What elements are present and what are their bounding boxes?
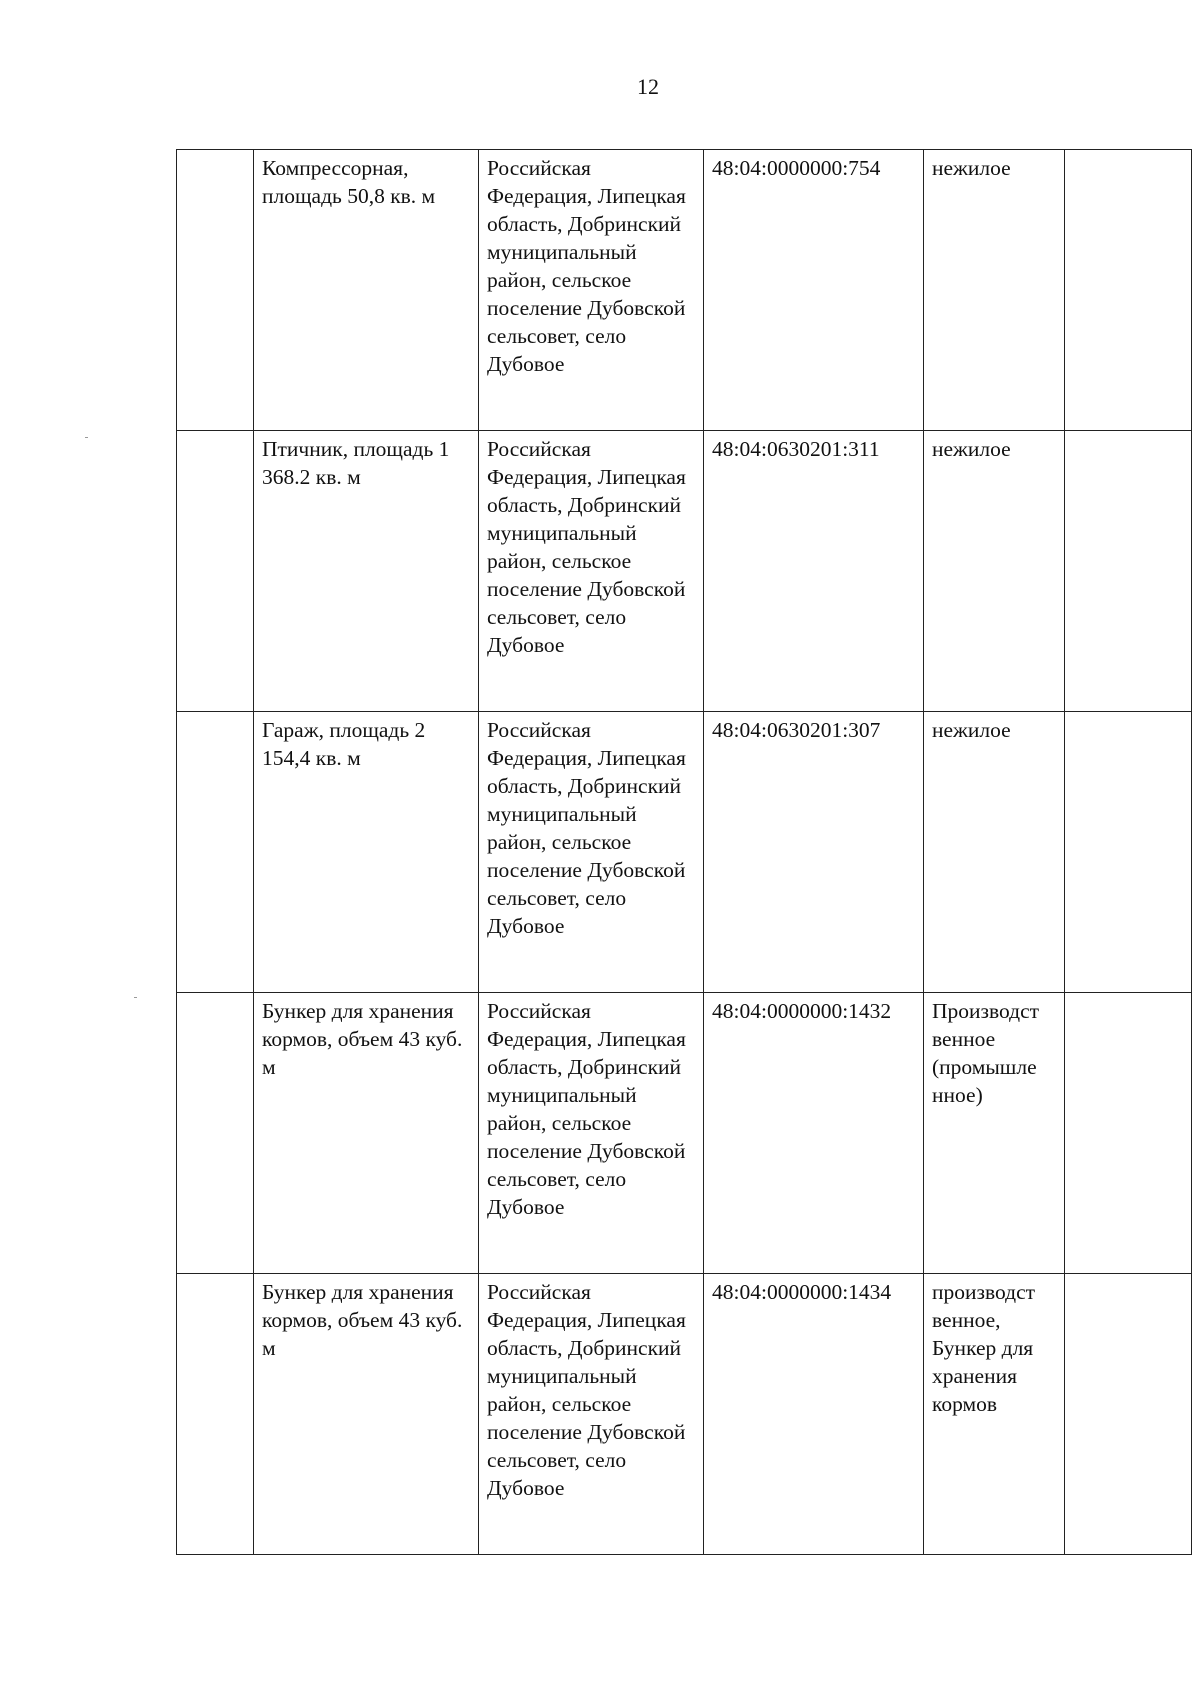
cadastral-number-cell: 48:04:0630201:307 [704, 712, 924, 993]
row-number-cell [177, 712, 254, 993]
property-table [176, 149, 1192, 1555]
table-row [177, 993, 1192, 1274]
address-cell: Российская Федерация, Липецкая область, Добринский муниципальный район, сельское поселение Дубовской сельсовет, село Дубовое [479, 150, 704, 431]
table-row [177, 150, 1192, 431]
purpose-cell: Производст венное (промышле нное) [924, 993, 1065, 1274]
extra-cell [1065, 431, 1192, 712]
address-cell: Российская Федерация, Липецкая область, Добринский муниципальный район, сельское поселение Дубовской сельсовет, село Дубовое [479, 1274, 704, 1555]
cadastral-number-cell: 48:04:0000000:1432 [704, 993, 924, 1274]
scan-speck [134, 997, 137, 998]
object-name-cell: Гараж, площадь 2 154,4 кв. м [254, 712, 479, 993]
object-name-cell: Бункер для хранения кормов, объем 43 куб. м [254, 993, 479, 1274]
row-number-cell [177, 1274, 254, 1555]
row-number-cell [177, 150, 254, 431]
table-row [177, 1274, 1192, 1555]
purpose-cell: нежилое [924, 431, 1065, 712]
address-cell: Российская Федерация, Липецкая область, Добринский муниципальный район, сельское поселение Дубовской сельсовет, село Дубовое [479, 712, 704, 993]
cadastral-number-cell: 48:04:0000000:754 [704, 150, 924, 431]
table-row [177, 431, 1192, 712]
cadastral-number-cell: 48:04:0000000:1434 [704, 1274, 924, 1555]
row-number-cell [177, 431, 254, 712]
extra-cell [1065, 150, 1192, 431]
extra-cell [1065, 1274, 1192, 1555]
scan-speck [85, 437, 88, 438]
purpose-cell: нежилое [924, 150, 1065, 431]
address-cell: Российская Федерация, Липецкая область, Добринский муниципальный район, сельское поселение Дубовской сельсовет, село Дубовое [479, 993, 704, 1274]
extra-cell [1065, 993, 1192, 1274]
table-row [177, 712, 1192, 993]
purpose-cell: нежилое [924, 712, 1065, 993]
address-cell: Российская Федерация, Липецкая область, Добринский муниципальный район, сельское поселение Дубовской сельсовет, село Дубовое [479, 431, 704, 712]
object-name-cell: Компрессорная, площадь 50,8 кв. м [254, 150, 479, 431]
object-name-cell: Бункер для хранения кормов, объем 43 куб. м [254, 1274, 479, 1555]
row-number-cell [177, 993, 254, 1274]
page-number: 12 [637, 74, 659, 99]
purpose-cell: производст венное, Бункер для хранения кормов [924, 1274, 1065, 1555]
object-name-cell: Птичник, площадь 1 368.2 кв. м [254, 431, 479, 712]
extra-cell [1065, 712, 1192, 993]
cadastral-number-cell: 48:04:0630201:311 [704, 431, 924, 712]
